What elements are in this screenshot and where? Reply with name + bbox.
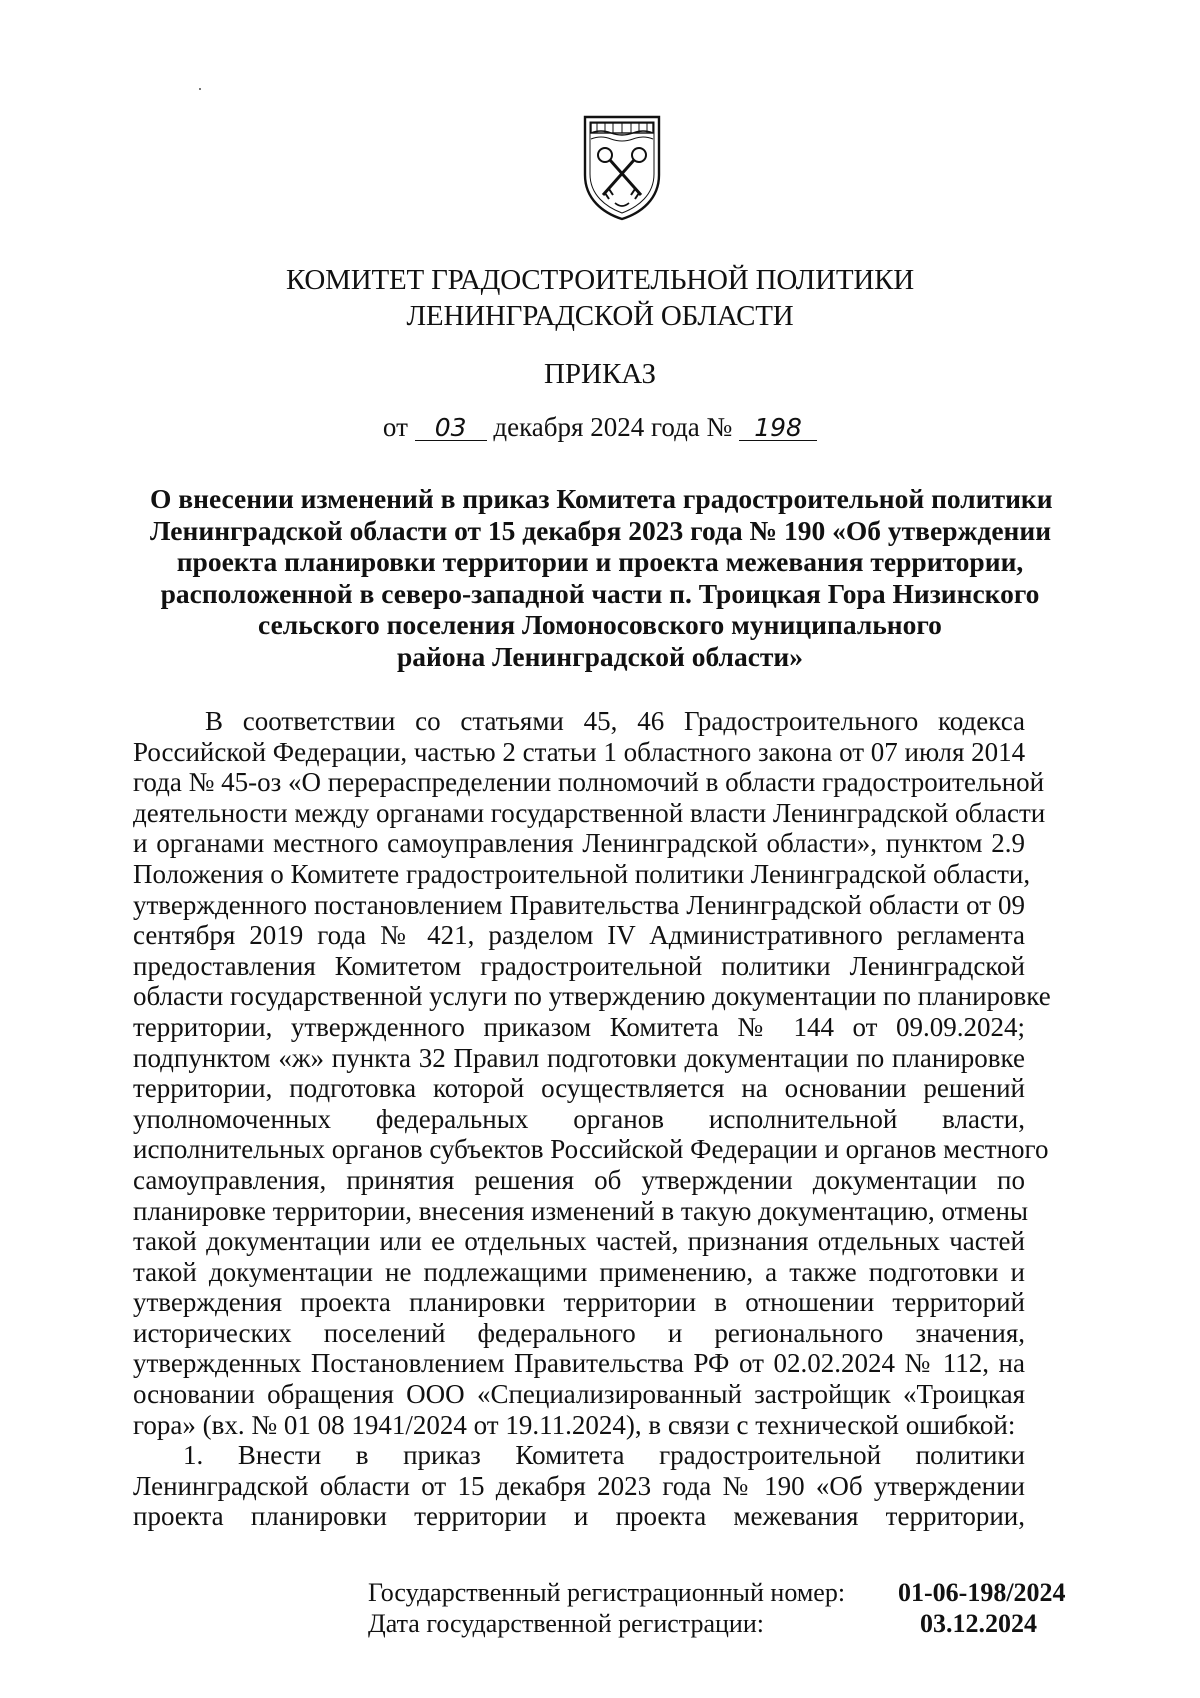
body-line: подпунктом «ж» пункта 32 Правил подготовки документации по планировке [133, 1042, 1025, 1073]
title-line: Ленинградской области от 15 декабря 2023 года № 190 «Об утверждении [150, 514, 1052, 546]
registration-number-row [368, 1578, 1088, 1608]
body-line: области государственной услуги по утверждению документации по планировке [133, 981, 1051, 1012]
registration-number-value: 01-06-198/2024 [898, 1578, 1066, 1607]
body-line-clause-1: 1. Внести в приказ Комитета градостроительной политики [183, 1440, 1025, 1471]
order-body [133, 706, 1051, 1532]
body-line: деятельности между органами государственной власти Ленинградской области [133, 797, 1046, 828]
body-line: планировке территории, внесения изменений в такую документацию, отмены [133, 1195, 1029, 1226]
title-line: сельского поселения Ломоносовского муниципального [258, 609, 942, 640]
coat-of-arms-icon [581, 113, 663, 223]
body-line: такой документации не подлежащими применению, а также подготовки и [133, 1256, 1025, 1287]
registration-date-value: 03.12.2024 [920, 1609, 1037, 1638]
body-line: исполнительных органов субъектов Российской Федерации и органов местного [133, 1134, 1049, 1165]
body-line: проекта планировки территории и проекта межевания территории, [133, 1501, 1025, 1532]
body-line: такой документации или ее отдельных частей, признания отдельных частей [133, 1226, 1025, 1257]
body-line: Ленинградской области от 15 декабря 2023 года № 190 «Об утверждении [133, 1470, 1025, 1501]
body-line: утвержденного постановлением Правительства Ленинградской области от 09 [133, 889, 1025, 920]
body-line: утвержденных Постановлением Правительства РФ от 02.02.2024 № 112, на [133, 1348, 1025, 1379]
title-line: О внесении изменений в приказ Комитета градостроительной политики [150, 483, 1053, 514]
body-line: сентября 2019 года № 421, разделом IV Административного регламента [133, 920, 1025, 951]
date-day-handwritten: 03 [415, 416, 487, 441]
body-line: и органами местного самоуправления Ленинградской области», пунктом 2.9 [133, 828, 1025, 859]
date-rest: декабря 2024 года № [493, 412, 733, 442]
org-name-line-2: ЛЕНИНГРАДСКОЙ ОБЛАСТИ [406, 300, 794, 332]
registration-date-row [368, 1609, 1088, 1639]
title-line: расположенной в северо-западной части п. Троицкая Гора Низинского [160, 577, 1040, 609]
body-line: Положения о Комитете градостроительной политики Ленинградской области, [133, 858, 1031, 889]
body-line: основании обращения ООО «Специализированный застройщик «Троицкая [133, 1379, 1025, 1410]
body-line: В соответствии со статьями 45, 46 Градостроительного кодекса [205, 706, 1025, 736]
org-name-line-1: КОМИТЕТ ГРАДОСТРОИТЕЛЬНОЙ ПОЛИТИКИ [286, 264, 914, 296]
title-line: района Ленинградской области» [396, 640, 804, 672]
title-line: проекта планировки территории и проекта межевания территории, [176, 546, 1024, 577]
body-line: территории, подготовка которой осуществляется на основании решений [133, 1073, 1025, 1104]
body-line: утверждения проекта планировки территории в отношении территорий [133, 1287, 1025, 1318]
body-line: самоуправления, принятия решения об утверждении документации по [133, 1164, 1025, 1195]
registration-number-label: Государственный регистрационный номер: [368, 1578, 846, 1607]
document-type: ПРИКАЗ [543, 358, 657, 390]
body-line: предоставления Комитетом градостроительной политики Ленинградской [133, 950, 1025, 981]
body-line: года № 45-оз «О перераспределении полномочий в области градостроительной [133, 767, 1045, 798]
order-date-line [0, 412, 1200, 443]
body-line: территории, утвержденного приказом Комитета № 144 от 09.09.2024; [133, 1011, 1025, 1042]
scan-speck [199, 88, 201, 90]
body-line: гора» (вх. № 01 08 1941/2024 от 19.11.2024), в связи с технической ошибкой: [133, 1409, 1016, 1440]
body-line: уполномоченных федеральных органов исполнительной власти, [133, 1103, 1025, 1134]
order-number-handwritten: 198 [739, 416, 817, 441]
body-line: Российской Федерации, частью 2 статьи 1 областного закона от 07 июля 2014 [133, 736, 1026, 767]
order-title [150, 483, 1053, 672]
registration-date-label: Дата государственной регистрации: [368, 1609, 764, 1638]
body-line: исторических поселений федерального и регионального значения, [133, 1317, 1025, 1348]
date-prefix: от [382, 412, 408, 442]
